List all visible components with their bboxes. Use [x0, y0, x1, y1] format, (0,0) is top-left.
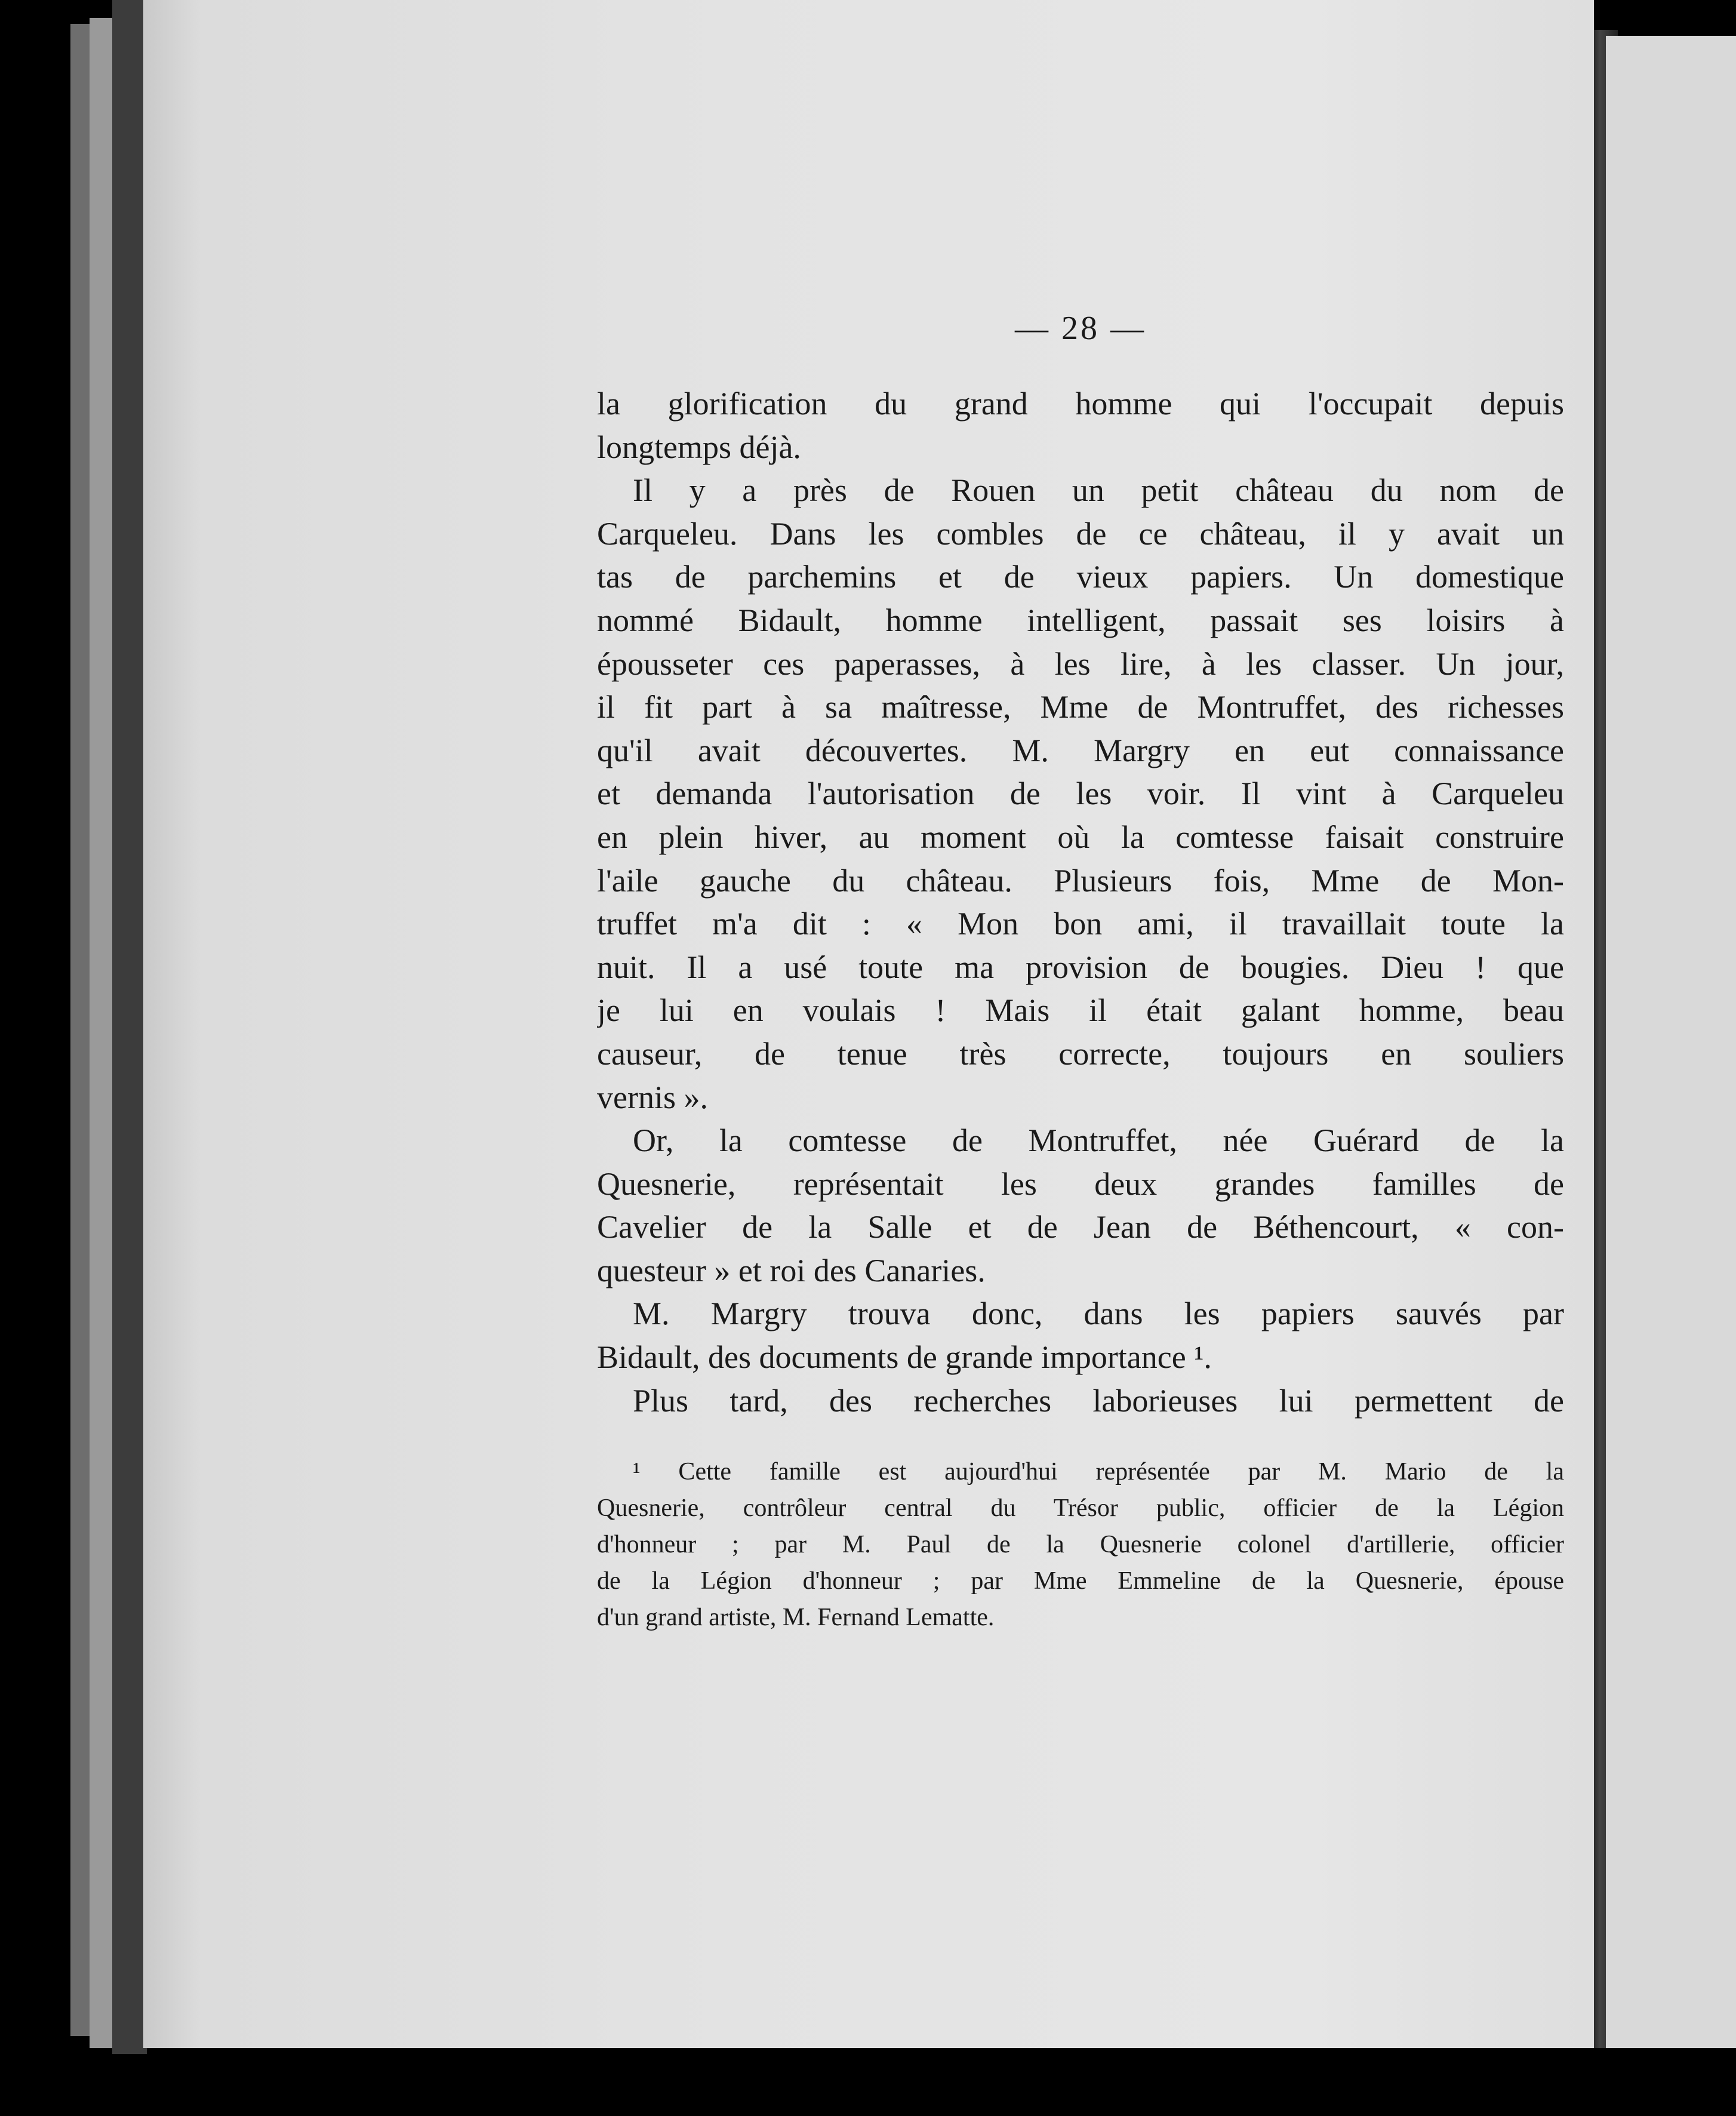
footnote-line: Quesnerie, contrôleur central du Trésor public, officier de la Légion [597, 1494, 1564, 1522]
body-line: Il y a près de Rouen un petit château du nom de [633, 472, 1564, 509]
facing-page [1606, 36, 1736, 2048]
body-line: tas de parchemins et de vieux papiers. Un domestique [597, 559, 1564, 595]
body-line: M. Margry trouva donc, dans les papiers sauvés par [633, 1296, 1564, 1332]
footnote-line: de la Légion d'honneur ; par Mme Emmeline de la Quesnerie, épouse [597, 1567, 1564, 1595]
footnote-line: d'honneur ; par M. Paul de la Quesnerie colonel d'artillerie, officier [597, 1531, 1564, 1558]
binding-shadow [112, 0, 147, 2054]
body-line: il fit part à sa maîtresse, Mme de Montruffet, des richesses [597, 689, 1564, 725]
body-line: truffet m'a dit : « Mon bon ami, il travaillait toute la [597, 906, 1564, 942]
page-number: — 28 — [1015, 310, 1146, 347]
body-line: Bidault, des documents de grande importance ¹. [597, 1339, 1212, 1376]
body-line: et demanda l'autorisation de les voir. Il vint à Carqueleu [597, 776, 1564, 812]
body-line: en plein hiver, au moment où la comtesse faisait construire [597, 819, 1564, 855]
body-line: nuit. Il a usé toute ma provision de bougies. Dieu ! que [597, 949, 1564, 985]
page-edges-light [90, 18, 113, 2048]
body-line: vernis ». [597, 1079, 708, 1115]
body-line: épousseter ces paperasses, à les lire, à les classer. Un jour, [597, 645, 1564, 682]
body-line: causeur, de tenue très correcte, toujours en souliers [597, 1035, 1564, 1072]
body-line: la glorification du grand homme qui l'occupait depuis [597, 386, 1564, 422]
body-line: qu'il avait découvertes. M. Margry en eut connaissance [597, 732, 1564, 768]
body-line: questeur » et roi des Canaries. [597, 1252, 986, 1288]
body-line: Or, la comtesse de Montruffet, née Guérard de la [633, 1122, 1564, 1159]
footnote-line: d'un grand artiste, M. Fernand Lematte. [597, 1604, 995, 1631]
body-line: Quesnerie, représentait les deux grandes familles de [597, 1165, 1564, 1202]
body-line: je lui en voulais ! Mais il était galant homme, beau [597, 992, 1564, 1029]
body-line: l'aile gauche du château. Plusieurs fois, Mme de Mon- [597, 862, 1564, 899]
footnote [597, 1454, 1564, 1636]
body-line: longtemps déjà. [597, 429, 801, 465]
body-line: Carqueleu. Dans les combles de ce château, il y avait un [597, 515, 1564, 552]
body-line: Cavelier de la Salle et de Jean de Béthencourt, « con- [597, 1209, 1564, 1245]
body-line: nommé Bidault, homme intelligent, passait ses loisirs à [597, 602, 1564, 638]
footnote-line: ¹ Cette famille est aujourd'hui représentée par M. Mario de la [633, 1458, 1564, 1485]
body-line: Plus tard, des recherches laborieuses lui permettent de [633, 1382, 1564, 1419]
body-text [597, 382, 1564, 1422]
book-page [143, 0, 1594, 2048]
